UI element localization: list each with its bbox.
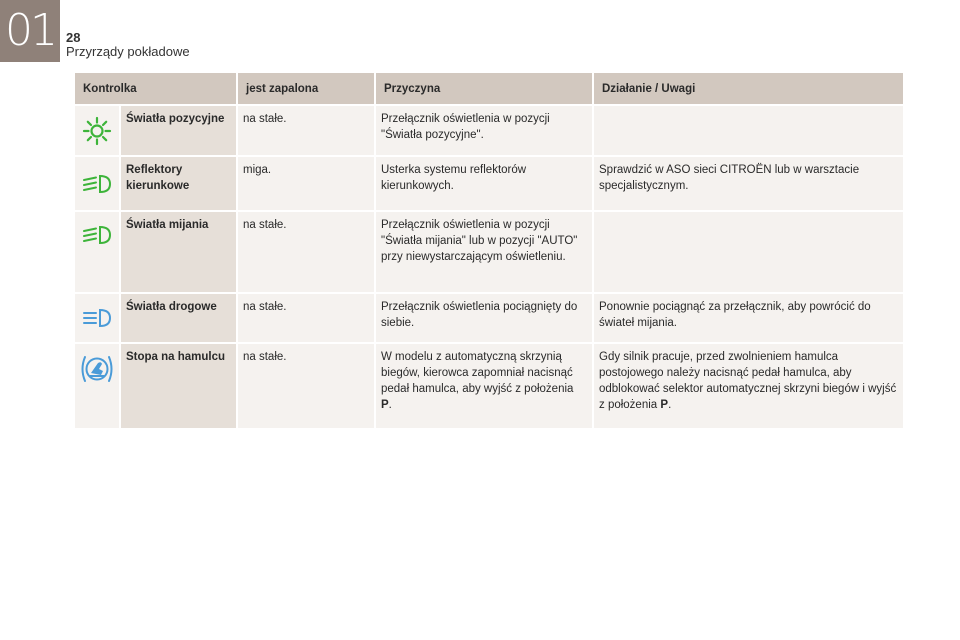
warning-lights-table xyxy=(75,73,903,428)
light-name: Światła pozycyjne xyxy=(121,104,238,155)
light-name: Światła mijania xyxy=(121,210,238,292)
light-action: Sprawdzić w ASO sieci CITROËN lub w warsztacie specjalistycznym. xyxy=(594,155,903,210)
light-cause: W modelu z automatyczną skrzynią biegów, kierowca zapomniał nacisnąć pedał hamulca, aby wyjść z położenia P. xyxy=(376,342,594,428)
light-state: na stałe. xyxy=(238,210,376,292)
col-header-action: Działanie / Uwagi xyxy=(594,73,903,104)
action-text: Gdy silnik pracuje, przed zwolnieniem hamulca postojowego należy nacisnąć pedał hamulca, aby odblokować selektor automatycznej skrzyni biegów i wyjść z położenia xyxy=(599,351,897,411)
light-cause: Przełącznik oświetlenia w pozycji "Światła pozycyjne". xyxy=(376,104,594,155)
gear-position-p: P xyxy=(660,399,669,411)
col-header-cause: Przyczyna xyxy=(376,73,594,104)
chapter-number: 01 xyxy=(5,5,55,56)
page-title: Przyrządy pokładowe xyxy=(66,44,190,59)
light-state: na stałe. xyxy=(238,292,376,342)
table-header-row xyxy=(75,73,903,104)
table-row xyxy=(75,155,903,210)
light-cause: Przełącznik oświetlenia pociągnięty do siebie. xyxy=(376,292,594,342)
page-number: 28 xyxy=(66,30,81,45)
foot-on-brake-icon xyxy=(75,352,119,386)
dipped-beam-icon xyxy=(75,224,119,246)
light-state: miga. xyxy=(238,155,376,210)
light-name: Światła drogowe xyxy=(121,292,238,342)
gear-position-p: P xyxy=(381,399,389,411)
dipped-beam-icon xyxy=(75,173,119,195)
main-beam-icon xyxy=(75,307,119,329)
light-cause: Przełącznik oświetlenia w pozycji "Światła mijania" lub w pozycji "AUTO" przy niewystarczającym oświetleniu. xyxy=(376,210,594,292)
cause-text: W modelu z automatyczną skrzynią biegów, kierowca zapomniał nacisnąć pedał hamulca, aby wyjść z położenia xyxy=(381,351,574,395)
icon-cell xyxy=(75,342,121,428)
table-row xyxy=(75,210,903,292)
light-action xyxy=(594,210,903,292)
light-action: Gdy silnik pracuje, przed zwolnieniem hamulca postojowego należy nacisnąć pedał hamulca, aby odblokować selektor automatycznej skrzyni biegów i wyjść z położenia P. xyxy=(594,342,903,428)
light-cause: Usterka systemu reflektorów kierunkowych. xyxy=(376,155,594,210)
light-state: na stałe. xyxy=(238,104,376,155)
light-action: Ponownie pociągnąć za przełącznik, aby powrócić do świateł mijania. xyxy=(594,292,903,342)
icon-cell xyxy=(75,292,121,342)
col-header-kontrolka: Kontrolka xyxy=(75,73,238,104)
light-name: Reflektory kierunkowe xyxy=(121,155,238,210)
table-row xyxy=(75,292,903,342)
icon-cell xyxy=(75,104,121,155)
sidelights-icon xyxy=(75,116,119,146)
chapter-tab xyxy=(0,0,60,62)
icon-cell xyxy=(75,210,121,292)
light-state: na stałe. xyxy=(238,342,376,428)
light-name: Stopa na hamulcu xyxy=(121,342,238,428)
table-row xyxy=(75,104,903,155)
light-action xyxy=(594,104,903,155)
table-row xyxy=(75,342,903,428)
icon-cell xyxy=(75,155,121,210)
col-header-state: jest zapalona xyxy=(238,73,376,104)
